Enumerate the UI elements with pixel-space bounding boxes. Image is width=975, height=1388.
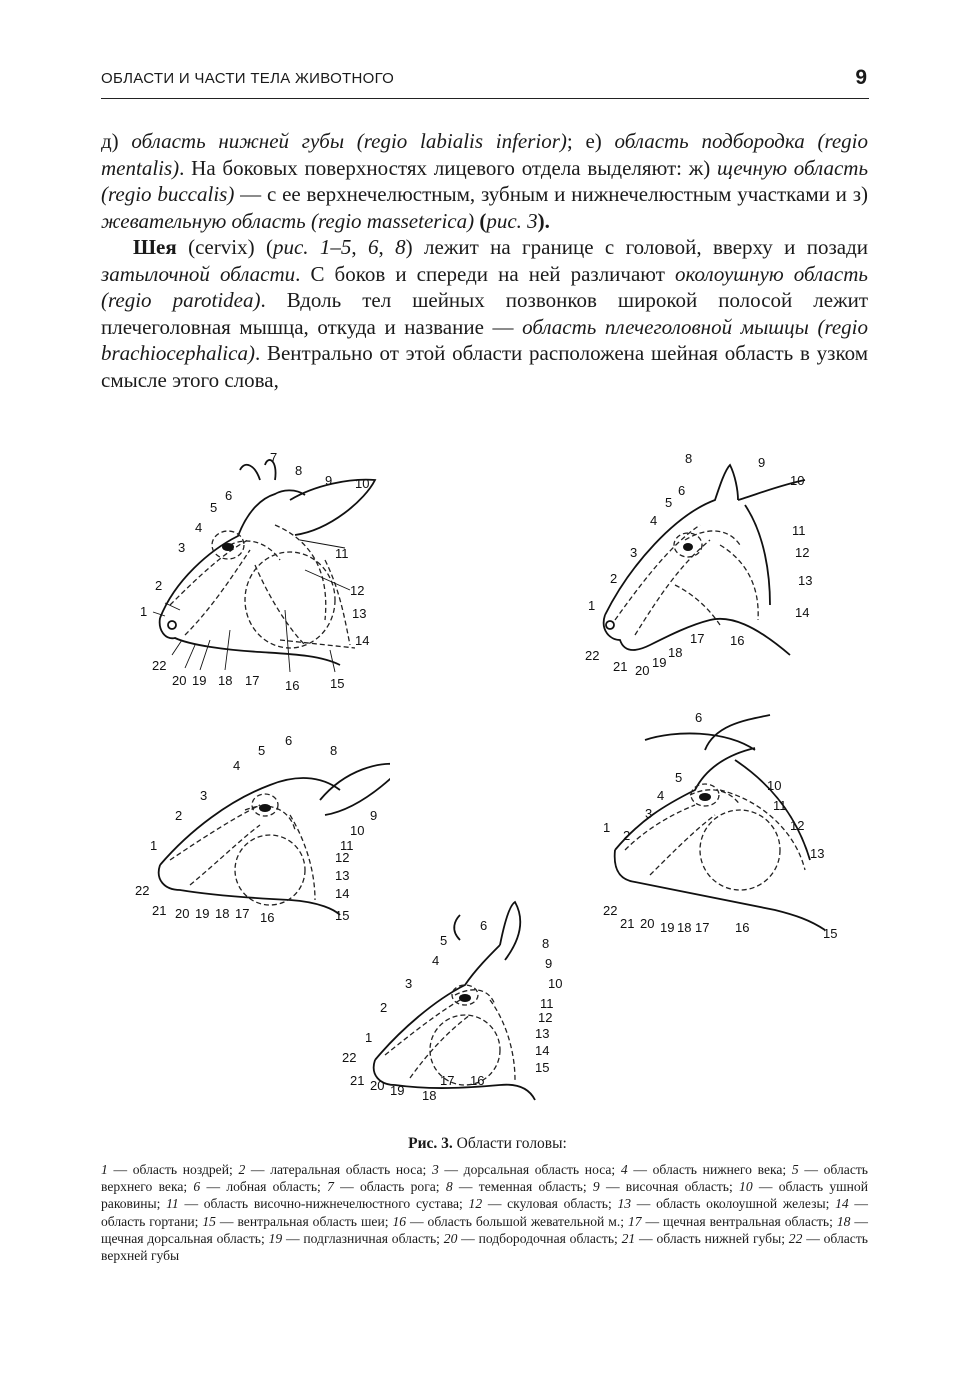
svg-text:19: 19 (652, 655, 667, 670)
figure-caption: Рис. 3. Области головы: (408, 1135, 567, 1152)
eye-icon (222, 543, 234, 551)
svg-text:17: 17 (245, 673, 260, 688)
svg-text:9: 9 (758, 455, 766, 470)
svg-text:11: 11 (340, 838, 354, 853)
svg-text:11: 11 (335, 546, 349, 561)
svg-text:10: 10 (355, 476, 370, 491)
page-number: 9 (855, 66, 867, 89)
svg-text:3: 3 (405, 976, 413, 991)
svg-text:16: 16 (285, 678, 300, 693)
svg-text:16: 16 (735, 920, 750, 935)
svg-text:9: 9 (370, 808, 378, 823)
svg-text:16: 16 (260, 910, 275, 925)
svg-text:3: 3 (178, 540, 186, 555)
figure-legend: 1 — область ноздрей; 2 — латеральная область носа; 3 — дорсальная область носа; 4 — область нижнего века; 5 — область верхнего века; 6 — лобная область; 7 — область рога; 8 — теменная область; 9 — височная область; 10 — область ушной раковины; 11 — область височно-нижнечелюстного сустава; 12 — скуловая область; 13 — область околоушной железы; 14 — область гортани; 15 — вентральная область шеи; 16 — область большой жевательной м.; 17 — щечная вентральная область; 18 — щечная дорсальная область; 19 — подглазничная область; 20 — подбородочная область; 21 — область нижней губы; 22 — область верхней губы (101, 1162, 868, 1264)
svg-text:16: 16 (470, 1073, 485, 1088)
paragraph: д) область нижней губы (regio labialis inferior); е) область подбородка (regio mentalis). На боковых поверхностях лицевого отдела выделяют: ж) щечную область (regio buccalis) — с ее верхнечелюстным, зубным и нижнечелюстным участками и з) жевательную область (regio masseterica) (рис. 3). (101, 129, 868, 233)
svg-text:5: 5 (210, 500, 218, 515)
svg-text:10: 10 (767, 778, 782, 793)
svg-text:21: 21 (620, 916, 635, 931)
svg-text:18: 18 (668, 645, 683, 660)
svg-text:5: 5 (675, 770, 683, 785)
svg-text:20: 20 (370, 1078, 385, 1093)
eye-icon (683, 543, 693, 551)
svg-text:8: 8 (542, 936, 550, 951)
svg-text:13: 13 (798, 573, 813, 588)
svg-text:19: 19 (192, 673, 207, 688)
svg-text:1: 1 (603, 820, 611, 835)
paragraph: Шея (cervix) (рис. 1–5, 6, 8) лежит на границе с головой, вверху и позади затылочной области. С боков и спереди на ней различают околоушную область (regio parotidea). Вдоль тел шейных позвонков широкой полосой лежит плечеголовная мышца, откуда и название — область плечеголовной мышцы (regio brachiocephalica). Вентрально от этой области расположена шейная область в узком смысле этого слова, (101, 235, 869, 392)
svg-text:3: 3 (630, 545, 638, 560)
svg-text:21: 21 (613, 659, 628, 674)
svg-text:15: 15 (823, 926, 838, 941)
svg-text:2: 2 (610, 571, 618, 586)
svg-text:14: 14 (335, 886, 350, 901)
svg-text:22: 22 (585, 648, 600, 663)
svg-text:11: 11 (792, 523, 806, 538)
figure-area (0, 430, 975, 1130)
cow-head-diagram (595, 710, 855, 950)
svg-text:4: 4 (657, 788, 665, 803)
svg-text:4: 4 (650, 513, 658, 528)
svg-text:19: 19 (390, 1083, 405, 1098)
svg-text:13: 13 (352, 606, 367, 621)
svg-text:12: 12 (790, 818, 805, 833)
rabbit-head-diagram (130, 440, 390, 705)
body-text (101, 128, 868, 393)
svg-text:1: 1 (150, 838, 158, 853)
running-header (101, 68, 869, 99)
svg-text:16: 16 (730, 633, 745, 648)
svg-text:6: 6 (285, 733, 293, 748)
svg-text:17: 17 (695, 920, 710, 935)
svg-text:10: 10 (350, 823, 365, 838)
svg-text:18: 18 (677, 920, 692, 935)
svg-text:1: 1 (365, 1030, 373, 1045)
svg-text:10: 10 (790, 473, 805, 488)
eye-icon (259, 804, 271, 812)
svg-text:19: 19 (195, 906, 210, 921)
svg-text:5: 5 (440, 933, 448, 948)
svg-text:5: 5 (665, 495, 673, 510)
svg-text:20: 20 (175, 906, 190, 921)
eye-icon (459, 994, 471, 1002)
goat-head-diagram (340, 900, 580, 1150)
svg-text:2: 2 (175, 808, 183, 823)
svg-text:21: 21 (152, 903, 167, 918)
svg-text:1: 1 (588, 598, 596, 613)
svg-text:22: 22 (152, 658, 167, 673)
svg-text:8: 8 (295, 463, 303, 478)
svg-text:17: 17 (235, 906, 250, 921)
svg-text:2: 2 (380, 1000, 388, 1015)
svg-text:13: 13 (335, 868, 350, 883)
svg-text:12: 12 (795, 545, 810, 560)
svg-text:12: 12 (350, 583, 365, 598)
svg-text:8: 8 (330, 743, 338, 758)
svg-text:10: 10 (548, 976, 563, 991)
svg-text:22: 22 (135, 883, 150, 898)
svg-text:15: 15 (330, 676, 345, 691)
svg-text:14: 14 (795, 605, 810, 620)
svg-text:3: 3 (645, 806, 653, 821)
svg-text:4: 4 (432, 953, 440, 968)
horse-head-diagram (580, 445, 840, 710)
svg-text:11: 11 (773, 798, 787, 813)
svg-text:6: 6 (695, 710, 703, 725)
svg-text:14: 14 (535, 1043, 550, 1058)
svg-text:1: 1 (140, 604, 148, 619)
svg-text:6: 6 (225, 488, 233, 503)
svg-text:17: 17 (440, 1073, 455, 1088)
svg-text:18: 18 (215, 906, 230, 921)
svg-text:22: 22 (603, 903, 618, 918)
running-title: ОБЛАСТИ И ЧАСТИ ТЕЛА ЖИВОТНОГО (101, 70, 395, 87)
svg-text:4: 4 (233, 758, 241, 773)
svg-text:2: 2 (623, 828, 631, 843)
svg-text:18: 18 (218, 673, 233, 688)
svg-text:8: 8 (685, 451, 693, 466)
svg-text:15: 15 (535, 1060, 550, 1075)
svg-text:17: 17 (690, 631, 705, 646)
svg-text:13: 13 (535, 1026, 550, 1041)
svg-text:9: 9 (545, 956, 553, 971)
svg-text:15: 15 (335, 908, 350, 923)
svg-text:6: 6 (678, 483, 686, 498)
svg-text:4: 4 (195, 520, 203, 535)
svg-text:12: 12 (538, 1010, 553, 1025)
svg-text:6: 6 (480, 918, 488, 933)
svg-text:20: 20 (172, 673, 187, 688)
svg-text:9: 9 (325, 473, 333, 488)
eye-icon (699, 793, 711, 801)
svg-text:13: 13 (810, 846, 825, 861)
svg-text:2: 2 (155, 578, 163, 593)
svg-text:20: 20 (635, 663, 650, 678)
svg-text:5: 5 (258, 743, 266, 758)
svg-text:14: 14 (355, 633, 370, 648)
svg-text:3: 3 (200, 788, 208, 803)
svg-text:7: 7 (270, 450, 278, 465)
svg-text:19: 19 (660, 920, 675, 935)
svg-text:12: 12 (335, 850, 350, 865)
svg-text:11: 11 (540, 996, 554, 1011)
svg-text:22: 22 (342, 1050, 357, 1065)
svg-text:21: 21 (350, 1073, 365, 1088)
svg-text:18: 18 (422, 1088, 437, 1103)
svg-text:20: 20 (640, 916, 655, 931)
